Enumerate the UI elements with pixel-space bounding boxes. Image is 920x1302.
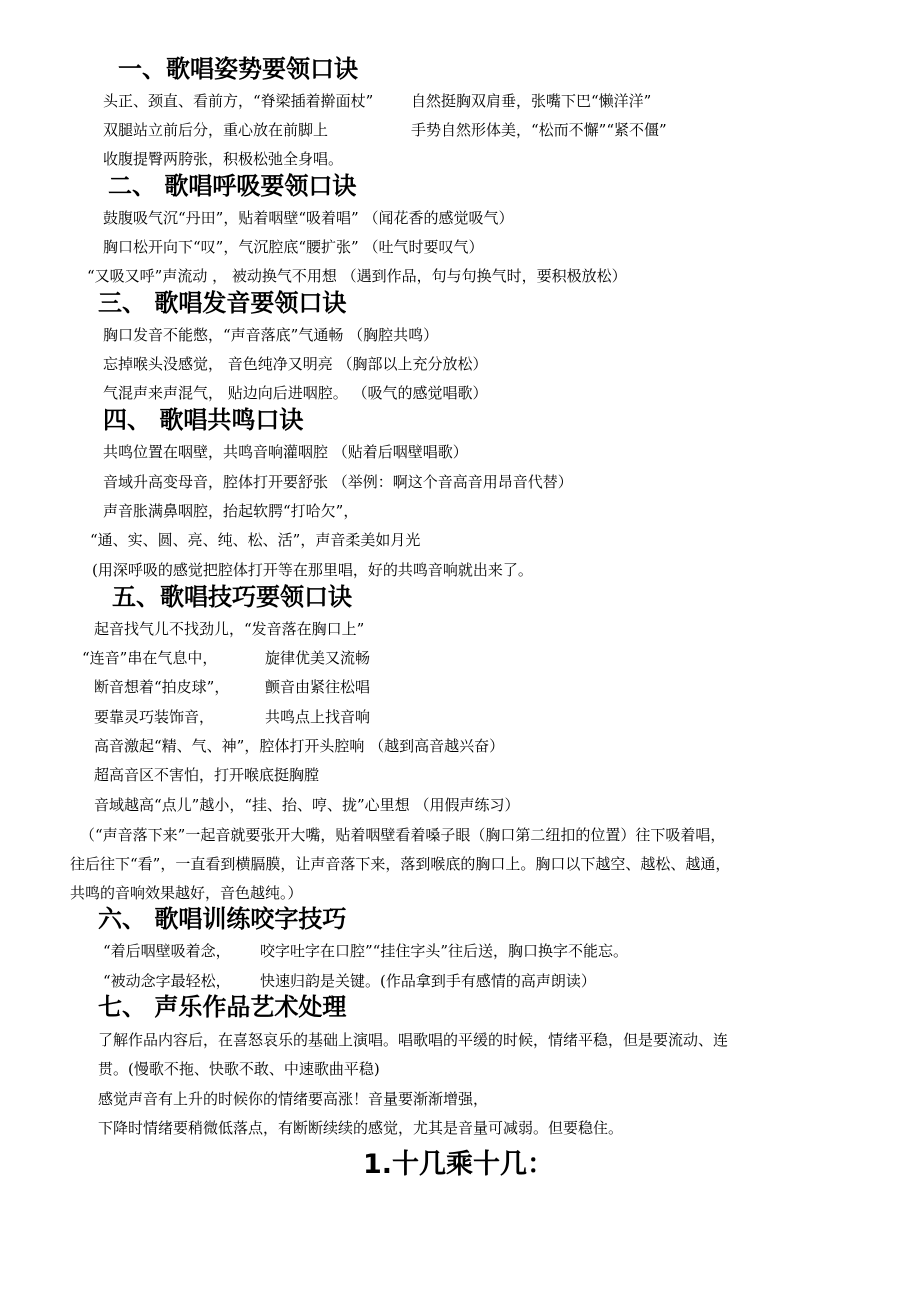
text-line: 超高音区不害怕，打开喉底挺胸膛 [94,766,320,784]
text-line: 声音胀满鼻咽腔，抬起软腭“打哈欠”， [103,502,359,520]
text-line: 音域越高“点儿”越小，“挂、抬、哼、拢”心里想 （用假声练习） [94,796,520,814]
text-line: 头正、颈直、看前方，“脊梁插着擀面杖” [103,92,374,110]
text-line: 感觉声音有上升的时候你的情绪要高涨！音量要渐渐增强， [98,1090,489,1108]
text-line: 咬字吐字在口腔”“挂住字头”往后送，胸口换字不能忘。 [260,942,629,960]
section-heading: 五、歌唱技巧要领口诀 [112,583,352,611]
text-line: 鼓腹吸气沉“丹田”，贴着咽壁“吸着唱” （闻花香的感觉吸气） [103,209,514,227]
section-heading: 一、歌唱姿势要领口诀 [118,55,358,83]
text-line: 胸口松开向下“叹”，气沉腔底“腰扩张” （吐气时要叹气） [103,238,484,256]
text-line: 手势自然形体美，“松而不懈”“紧不僵” [411,121,667,139]
text-line: 气混声来声混气， 贴边向后进咽腔。 （吸气的感觉唱歌） [103,384,488,402]
section-heading: 六、 歌唱训练咬字技巧 [98,905,347,933]
section-heading: 四、 歌唱共鸣口诀 [103,406,304,434]
text-line: 胸口发音不能憋，“声音落底”气通畅 （胸腔共鸣） [103,326,439,344]
section-heading: 三、 歌唱发音要领口诀 [98,289,347,317]
text-line: 共鸣点上找音响 [265,708,371,726]
text-line: “被动念字最轻松， [103,972,231,990]
text-line: 忘掉喉头没感觉， 音色纯净又明亮 （胸部以上充分放松） [103,355,488,373]
text-line: “通、实、圆、亮、纯、松、活”，声音柔美如月光 [90,531,421,549]
text-line: “连音”串在气息中， [82,649,218,667]
text-line: 断音想着“拍皮球”， [94,678,230,696]
text-line: 高音激起“精、气、神”，腔体打开头腔响 （越到高音越兴奋） [94,737,505,755]
text-line: 要靠灵巧装饰音， [94,708,215,726]
text-line: 收腹提臀两胯张，积极松弛全身唱。 [103,150,344,168]
text-line: （“声音落下来”一起音就要张开大嘴，贴着咽壁看着嗓子眼（胸口第二纽扣的位置）往下吸着唱， [80,826,726,844]
text-line: 往后往下“看”，一直看到横膈膜，让声音落下来，落到喉底的胸口上。胸口以下越空、越松、越通， [70,855,731,873]
text-line: 颤音由紧往松唱 [265,678,371,696]
text-line: 快速归韵是关键。(作品拿到手有感情的高声朗读） [260,972,596,990]
text-line: 自然挺胸双肩垂，张嘴下巴“懒洋洋” [411,92,652,110]
text-line: 下降时情绪要稍微低落点，有断断续续的感觉，尤其是音量可减弱。但要稳住。 [98,1119,624,1137]
text-line: 贯。(慢歌不拖、快歌不敢、中速歌曲平稳) [98,1060,380,1078]
text-line: “又吸又呼”声流动 ， 被动换气不用想 （遇到作品，句与句换气时，要积极放松） [87,267,627,285]
section-heading: 二、 歌唱呼吸要领口诀 [108,172,357,200]
section-heading: 七、 声乐作品艺术处理 [98,993,347,1021]
text-line: 共鸣位置在咽壁，共鸣音响灌咽腔 （贴着后咽壁唱歌） [103,443,468,461]
text-line: (用深呼吸的感觉把腔体打开等在那里唱，好的共鸣音响就出来了。 [92,561,533,579]
text-line: 旋律优美又流畅 [265,649,371,667]
text-line: 起音找气儿不找劲儿，“发音落在胸口上” [94,620,365,638]
text-line: “着后咽壁吸着念， [103,942,231,960]
text-line: 音域升高变母音，腔体打开要舒张 （举例：啊这个音高音用昂音代替） [103,473,573,491]
text-line: 双腿站立前后分，重心放在前脚上 [103,121,329,139]
page-title: 1.十几乘十几： [363,1149,555,1180]
text-line: 了解作品内容后，在喜怒哀乐的基础上演唱。唱歌唱的平缓的时候，情绪平稳，但是要流动、连 [98,1031,729,1049]
text-line: 共鸣的音响效果越好，音色越纯。） [70,884,303,902]
